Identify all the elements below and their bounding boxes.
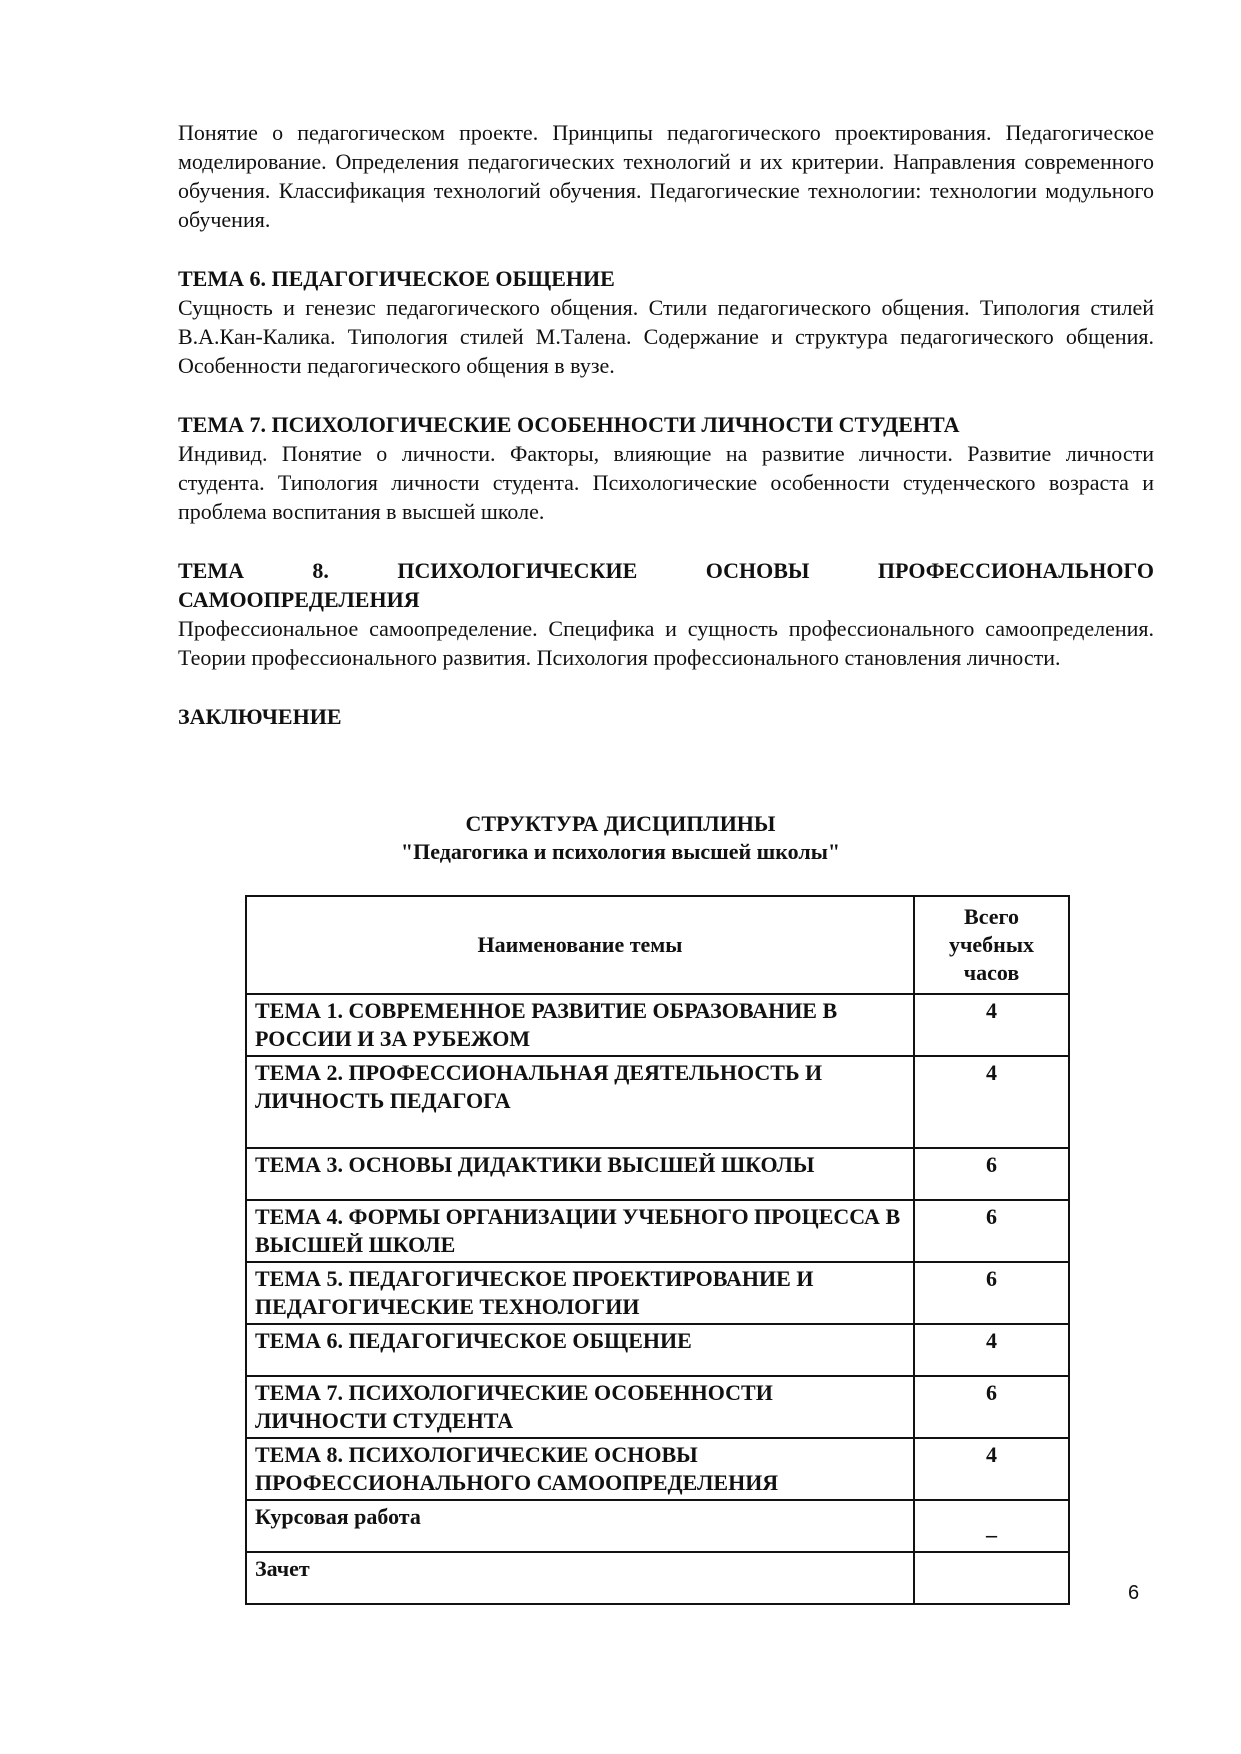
topic-8-title-line1: ТЕМА 8. ПСИХОЛОГИЧЕСКИЕ ОСНОВЫ ПРОФЕССИОНАЛЬНОГО [178,558,1154,583]
row-topic-name: ТЕМА 3. ОСНОВЫ ДИДАКТИКИ ВЫСШЕЙ ШКОЛЫ [246,1148,914,1200]
table-header-row [246,896,1069,994]
row-hours [914,1552,1069,1604]
row-topic-name: Зачет [246,1552,914,1604]
table-row [246,994,1069,1056]
row-hours: – [914,1500,1069,1552]
table-row [246,1200,1069,1262]
header-total-hours: Всего учебных часов [914,896,1069,994]
row-topic-name: ТЕМА 8. ПСИХОЛОГИЧЕСКИЕ ОСНОВЫ ПРОФЕССИОНАЛЬНОГО САМООПРЕДЕЛЕНИЯ [246,1438,914,1500]
topic-7-text: Индивид. Понятие о личности. Факторы, влияющие на развитие личности. Развитие личности студента. Типология личности студента. Психологические особенности студенческого возраста и проблема воспитания в высшей школе. [178,441,1154,524]
table-row [246,1324,1069,1376]
row-hours: 6 [914,1262,1069,1324]
topic-6-title: ТЕМА 6. ПЕДАГОГИЧЕСКОЕ ОБЩЕНИЕ [178,266,615,291]
row-hours: 4 [914,1056,1069,1148]
row-topic-name: ТЕМА 6. ПЕДАГОГИЧЕСКОЕ ОБЩЕНИЕ [246,1324,914,1376]
row-topic-name: ТЕМА 4. ФОРМЫ ОРГАНИЗАЦИИ УЧЕБНОГО ПРОЦЕССА В ВЫСШЕЙ ШКОЛЕ [246,1200,914,1262]
row-hours: 6 [914,1148,1069,1200]
table-row [246,1262,1069,1324]
topic-7-title: ТЕМА 7. ПСИХОЛОГИЧЕСКИЕ ОСОБЕННОСТИ ЛИЧНОСТИ СТУДЕНТА [178,412,960,437]
conclusion-heading: ЗАКЛЮЧЕНИЕ [178,704,342,729]
document-body [178,118,1154,731]
topic-8-title-line2: САМООПРЕДЕЛЕНИЯ [178,587,420,612]
row-topic-name: ТЕМА 1. СОВРЕМЕННОЕ РАЗВИТИЕ ОБРАЗОВАНИЕ В РОССИИ И ЗА РУБЕЖОМ [246,994,914,1056]
structure-title: СТРУКТУРА ДИСЦИПЛИНЫ [465,811,776,836]
header-topic-name: Наименование темы [246,896,914,994]
structure-heading [0,810,1241,866]
row-hours: 4 [914,994,1069,1056]
row-hours: 6 [914,1376,1069,1438]
row-topic-name: ТЕМА 2. ПРОФЕССИОНАЛЬНАЯ ДЕЯТЕЛЬНОСТЬ И ЛИЧНОСТЬ ПЕДАГОГА [246,1056,914,1148]
hours-table [245,895,1070,1605]
row-topic-name: Курсовая работа [246,1500,914,1552]
table-row [246,1552,1069,1604]
row-hours: 6 [914,1200,1069,1262]
row-topic-name: ТЕМА 5. ПЕДАГОГИЧЕСКОЕ ПРОЕКТИРОВАНИЕ И ПЕДАГОГИЧЕСКИЕ ТЕХНОЛОГИИ [246,1262,914,1324]
table-row [246,1148,1069,1200]
page-number: 6 [1128,1582,1140,1604]
intro-paragraph: Понятие о педагогическом проекте. Принципы педагогического проектирования. Педагогическое моделирование. Определения педагогических технологий и их критерии. Направления современного обучения. Классификация технологий обучения. Педагогические технологии: технологии модульного обучения. [178,120,1154,232]
row-hours: 4 [914,1438,1069,1500]
row-hours: 4 [914,1324,1069,1376]
topic-8-text: Профессиональное самоопределение. Специфика и сущность профессионального самоопределения. Теории профессионального развития. Психология профессионального становления личности. [178,616,1154,670]
table-row [246,1438,1069,1500]
structure-subtitle: "Педагогика и психология высшей школы" [400,839,841,864]
row-topic-name: ТЕМА 7. ПСИХОЛОГИЧЕСКИЕ ОСОБЕННОСТИ ЛИЧНОСТИ СТУДЕНТА [246,1376,914,1438]
topic-6-text: Сущность и генезис педагогического общения. Стили педагогического общения. Типология стилей В.А.Кан-Калика. Типология стилей М.Талена. Содержание и структура педагогического общения. Особенности педагогического общения в вузе. [178,295,1154,378]
table-row [246,1500,1069,1552]
table-row [246,1376,1069,1438]
table-row [246,1056,1069,1148]
